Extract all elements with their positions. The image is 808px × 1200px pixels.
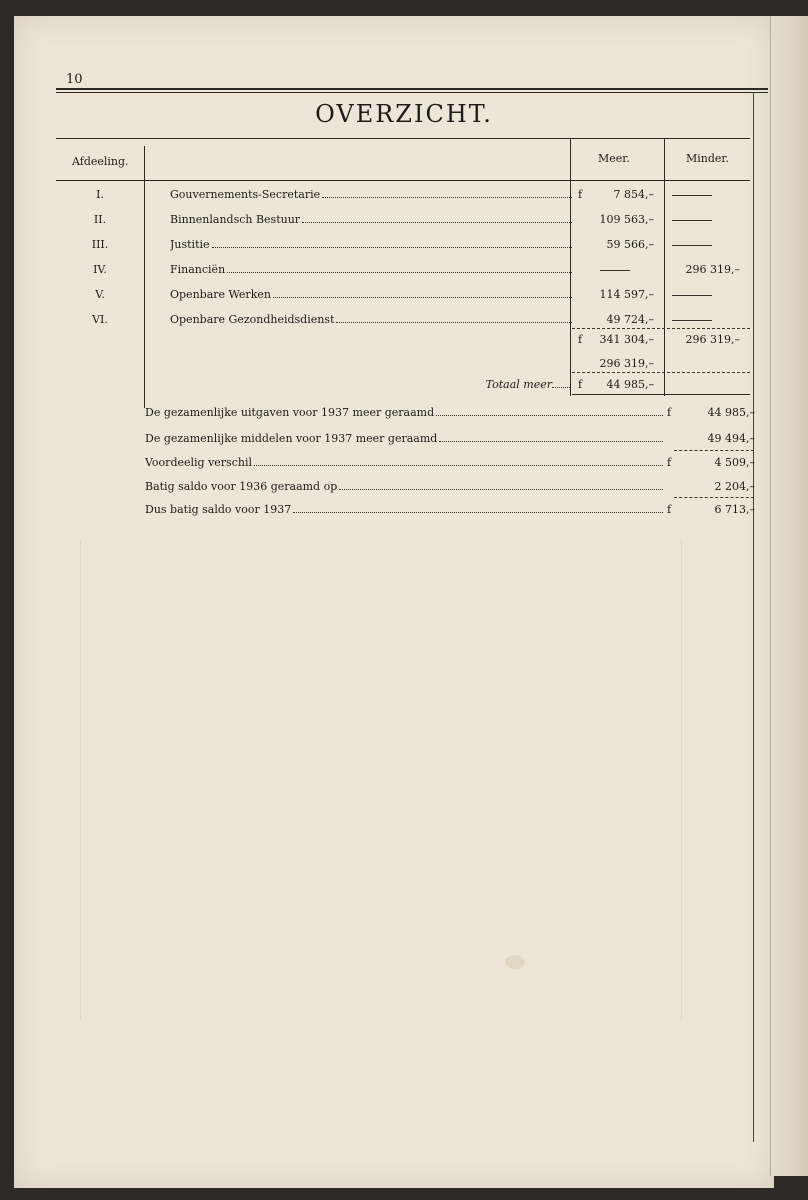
summary-rule <box>674 497 754 498</box>
row-number: II. <box>93 213 107 226</box>
table-row <box>60 213 760 235</box>
subtotal-minder: 296 319,– <box>685 333 740 346</box>
total-meer: 44 985,– <box>606 378 654 391</box>
table-row <box>60 238 760 260</box>
table-row <box>60 313 760 335</box>
subtotal-row <box>60 333 760 355</box>
meer-dash <box>600 270 630 271</box>
currency-sign: f <box>667 503 672 516</box>
meer-value: 114 597,– <box>599 288 654 301</box>
row-label: Gouvernements-Secretarie <box>170 188 572 201</box>
meer-value: 49 724,– <box>606 313 654 326</box>
paper-stain <box>505 955 525 969</box>
bleed-through <box>80 540 682 1020</box>
top-rule <box>56 88 768 90</box>
total-label: Totaal meer <box>420 378 570 391</box>
subtotal-meer: 341 304,– <box>599 333 654 346</box>
minder-value: 296 319,– <box>685 263 740 276</box>
total-rule <box>572 372 750 373</box>
table-header-rule <box>56 180 750 181</box>
table-row <box>60 188 760 210</box>
meer-value: 7 854,– <box>613 188 654 201</box>
currency-sign: f <box>667 456 672 469</box>
row-label: Openbare Werken <box>170 288 572 301</box>
paper-edge <box>770 16 808 1176</box>
table-row <box>60 288 760 310</box>
summary-row <box>145 432 757 454</box>
minder-dash <box>672 245 712 246</box>
header-meer: Meer. <box>598 152 630 165</box>
row-number: III. <box>91 238 109 251</box>
subtotal-rule <box>572 328 750 329</box>
summary-label: Batig saldo voor 1936 geraamd op <box>145 480 663 493</box>
summary-value: 44 985,– <box>707 406 755 419</box>
summary-label: De gezamenlijke middelen voor 1937 meer geraamd <box>145 432 663 445</box>
currency-sign: f <box>667 406 672 419</box>
row-label: Justitie <box>170 238 572 251</box>
summary-row <box>145 406 757 428</box>
page-title: OVERZICHT. <box>315 100 493 128</box>
summary-label: De gezamenlijke uitgaven voor 1937 meer geraamd <box>145 406 663 419</box>
summary-row <box>145 503 757 525</box>
total-row <box>60 378 760 400</box>
minder-dash <box>672 295 712 296</box>
row-label: Binnenlandsch Bestuur <box>170 213 572 226</box>
table-bottom-rule <box>572 394 750 395</box>
minder-dash <box>672 195 712 196</box>
summary-value: 49 494,– <box>707 432 755 445</box>
row-label: Financiën <box>170 263 572 276</box>
minder-dash <box>672 320 712 321</box>
meer-value: 109 563,– <box>599 213 654 226</box>
summary-value: 2 204,– <box>714 480 755 493</box>
summary-label: Dus batig saldo voor 1937 <box>145 503 663 516</box>
currency-sign: f <box>578 333 583 346</box>
currency-sign: f <box>578 188 583 201</box>
deduction-meer: 296 319,– <box>599 357 654 370</box>
summary-value: 6 713,– <box>714 503 755 516</box>
table-row <box>60 263 760 285</box>
row-number: IV. <box>93 263 107 276</box>
page-number: 10 <box>66 72 83 87</box>
summary-row <box>145 456 757 478</box>
row-number: V. <box>95 288 105 301</box>
currency-sign: f <box>578 378 583 391</box>
deduction-row <box>60 357 760 379</box>
row-number: I. <box>96 188 104 201</box>
header-minder: Minder. <box>686 152 729 165</box>
table-top-rule <box>56 138 750 139</box>
row-number: VI. <box>92 313 108 326</box>
meer-value: 59 566,– <box>606 238 654 251</box>
minder-dash <box>672 220 712 221</box>
summary-label: Voordeelig verschil <box>145 456 663 469</box>
row-label: Openbare Gezondheidsdienst <box>170 313 572 326</box>
top-rule-thin <box>56 92 768 93</box>
summary-row <box>145 480 757 502</box>
header-afdeeling: Afdeeling. <box>72 155 129 168</box>
summary-value: 4 509,– <box>714 456 755 469</box>
summary-rule <box>674 450 754 451</box>
